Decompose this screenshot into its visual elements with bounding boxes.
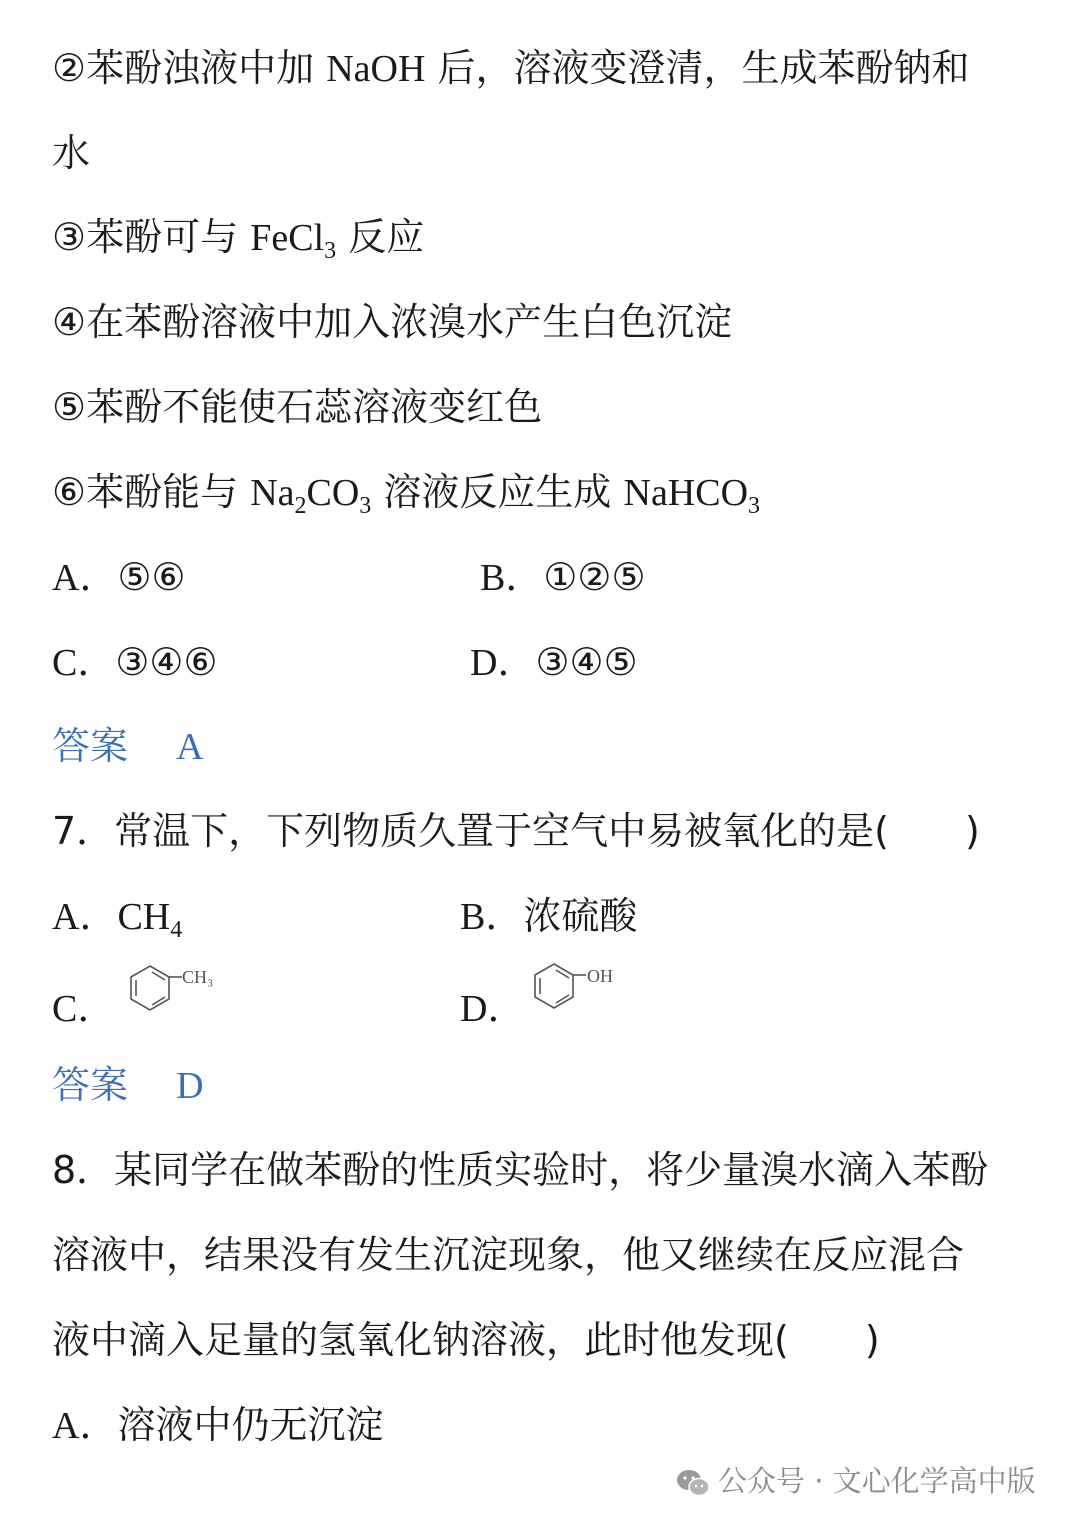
watermark-text: 公众号 · 文心化学高中版 xyxy=(718,1464,1036,1498)
statement-number: ⑥ xyxy=(52,470,87,514)
answer-q7 xyxy=(52,1060,204,1111)
q7-option-d-letter: D． xyxy=(460,988,526,1030)
question-8-line-2: 溶液中，结果没有发生沉淀现象，他又继续在反应混合 xyxy=(52,1233,965,1277)
statement-4: ④在苯酚溶液中加入浓溴水产生白色沉淀 xyxy=(52,300,733,344)
answer-label: 答案 xyxy=(52,724,129,768)
option-b: B．①②⑤ xyxy=(480,555,646,599)
q7-option-c-letter: C． xyxy=(52,988,116,1030)
answer-value: D xyxy=(176,1065,204,1107)
answer-label: 答案 xyxy=(52,1063,129,1107)
statement-6: ⑥苯酚能与 $Na_2CO_3$ 溶液反应生成 NaHCO$_3$ xyxy=(52,470,761,519)
q7-option-a: A．$CH_4$ xyxy=(52,896,183,943)
statement-number: ③ xyxy=(52,215,87,259)
statement-3: ③苯酚可与 FeCl$_3$ 反应 xyxy=(52,215,425,264)
formula: NaOH xyxy=(326,48,426,90)
oh-label: OH xyxy=(587,966,613,986)
phenol-structure xyxy=(524,958,634,1024)
statement-number: ⑤ xyxy=(52,385,87,429)
option-d: D．③④⑤ xyxy=(470,640,638,684)
answer-value: A xyxy=(176,726,204,768)
formula: $Na_2CO_3$ xyxy=(250,472,372,519)
option-a: A．⑤⑥ xyxy=(52,555,186,599)
statement-2-continued: 水 xyxy=(52,131,91,175)
statement-number: ② xyxy=(52,46,87,90)
statement-number: ④ xyxy=(52,300,87,344)
q7-option-b: B．浓硫酸 xyxy=(460,894,638,938)
statement-5: ⑤苯酚不能使石蕊溶液变红色 xyxy=(52,385,543,429)
formula: FeCl$_3$ xyxy=(250,217,337,264)
formula: NaHCO$_3$ xyxy=(623,472,761,519)
option-c: C．③④⑥ xyxy=(52,640,218,684)
question-8-line-3: 液中滴入足量的氢氧化钠溶液，此时他发现( ) xyxy=(52,1318,880,1362)
ch3-label: CH₃ xyxy=(182,967,214,987)
q8-option-a: A．溶液中仍无沉淀 xyxy=(52,1403,384,1447)
watermark xyxy=(676,1461,1036,1501)
answer-q6 xyxy=(52,721,204,772)
wechat-icon xyxy=(676,1469,710,1497)
question-8-line-1: 8．某同学在做苯酚的性质实验时，将少量溴水滴入苯酚 xyxy=(52,1148,989,1192)
toluene-structure xyxy=(114,958,224,1024)
statement-2: ②苯酚浊液中加 NaOH 后，溶液变澄清，生成苯酚钠和 xyxy=(52,46,970,90)
question-7-stem: 7．常温下，下列物质久置于空气中易被氧化的是( ) xyxy=(52,809,980,853)
